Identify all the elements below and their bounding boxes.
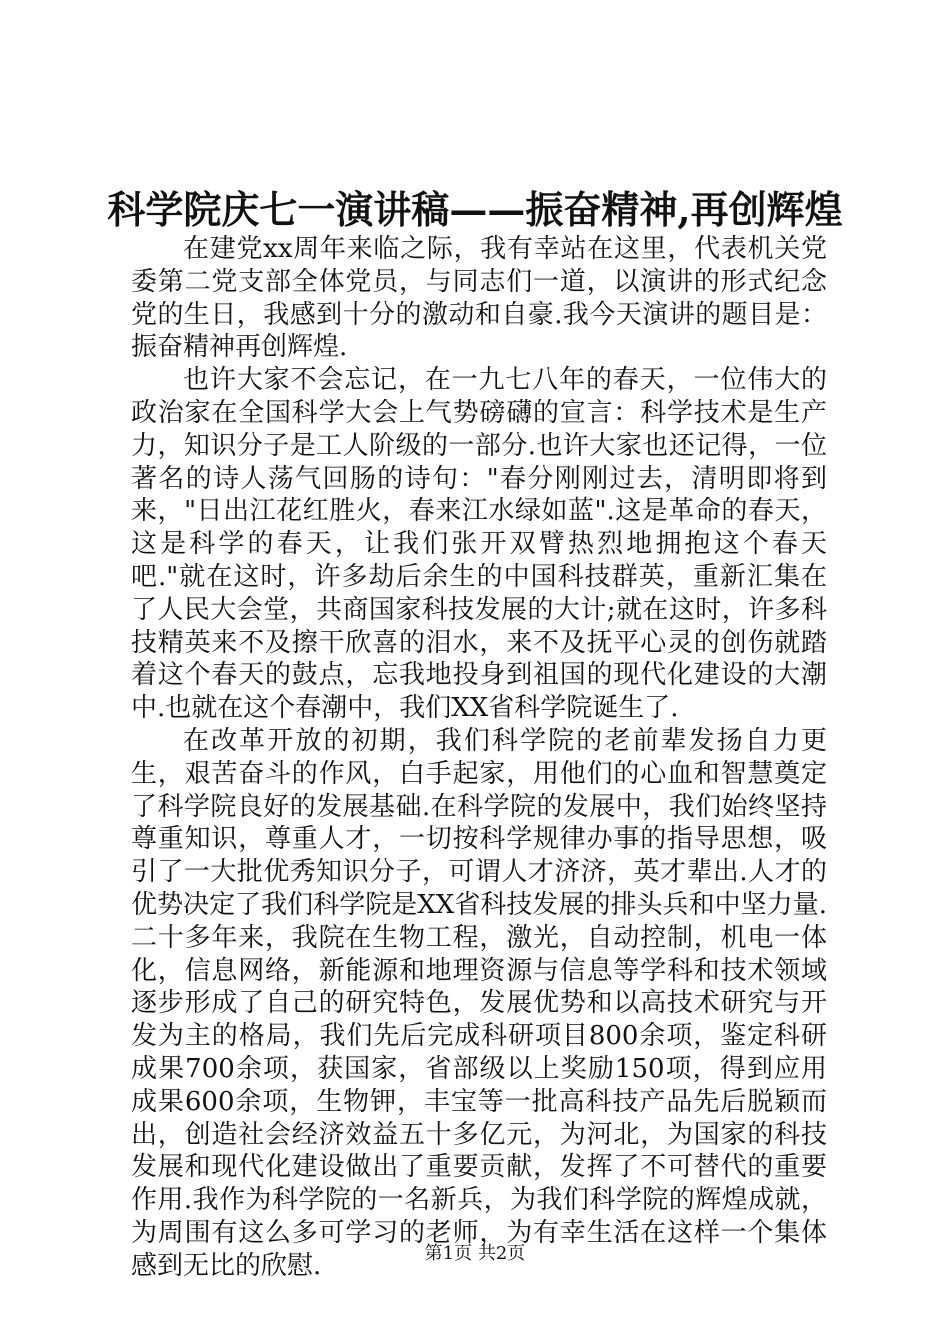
paragraph-3: 在改革开放的初期，我们科学院的老前辈发扬自力更生，艰苦奋斗的作风，白手起家，用他们的心血和智慧奠定了科学院良好的发展基础.在科学院的发展中，我们始终坚持尊重知识，尊重人才，一切按科学规律办事的指导思想，吸引了一大批优秀知识分子，可谓人才济济，英才辈出.人才的优势决定了我们科学院是XX省科技发展的排头兵和中坚力量.二十多年来，我院在生物工程，激光，自动控制，机电一体化，信息网络，新能源和地理资源与信息等学科和技术领域逐步形成了自己的研究特色，发展优势和以高技术研究与开发为主的格局，我们先后完成科研项目800余项，鉴定科研成果700余项，获国家，省部级以上奖励150项，得到应用成果600余项，生物钾，丰宝等一批高科技产品先后脱颖而出，创造社会经济效益五十多亿元，为河北，为国家的科技发展和现代化建设做出了重要贡献，发挥了不可替代的重要作用.我作为科学院的一名新兵，为我们科学院的辉煌成就，为周围有这么多可学习的老师，为有幸生活在这样一个集体感到无比的欣慰. (131, 725, 827, 1281)
document-body (131, 233, 827, 1283)
paragraph-2: 也许大家不会忘记，在一九七八年的春天，一位伟大的政治家在全国科学大会上气势磅礴的宣言：科学技术是生产力，知识分子是工人阶级的一部分.也许大家也还记得，一位著名的诗人荡气回肠的诗句："春分刚刚过去，清明即将到来，"日出江花红胜火，春来江水绿如蓝".这是革命的春天，这是科学的春天，让我们张开双臂热烈地拥抱这个春天吧."就在这时，许多劫后余生的中国科技群英，重新汇集在了人民大会堂，共商国家科技发展的大计;就在这时，许多科技精英来不及擦干欣喜的泪水，来不及抚平心灵的创伤就踏着这个春天的鼓点，忘我地投身到祖国的现代化建设的大潮中.也就在这个春潮中，我们XX省科学院诞生了. (131, 365, 827, 724)
document-title: 科学院庆七一演讲稿——振奋精神,再创辉煌 (107, 187, 843, 232)
paragraph-1: 在建党xx周年来临之际，我有幸站在这里，代表机关党委第二党支部全体党员，与同志们一道，以演讲的形式纪念党的生日，我感到十分的激动和自豪.我今天演讲的题目是：振奋精神再创辉煌. (131, 234, 827, 363)
page-footer: 第1页 共2页 (424, 1243, 526, 1264)
